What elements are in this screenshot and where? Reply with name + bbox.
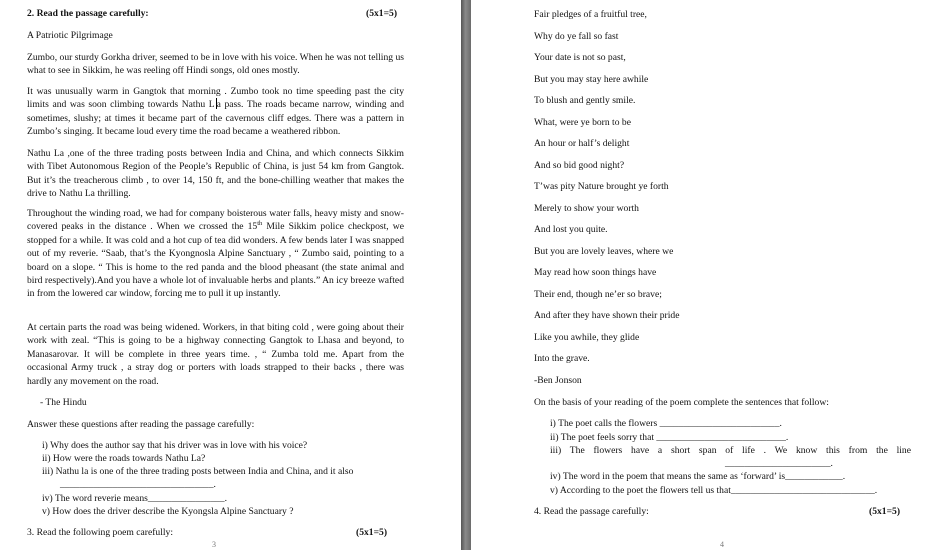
- poem-line: An hour or half’s delight: [534, 138, 630, 149]
- passage-paragraph: Zumbo, our sturdy Gorkha driver, seemed to be in love with his voice. When he was not telling us what to see in Sikkim, he was reeling off Hindi songs, old ones mostly.: [27, 52, 404, 77]
- page-right: [471, 0, 952, 550]
- poem-line: Into the grave.: [534, 353, 590, 364]
- question-2-marks: (5x1=5): [366, 8, 398, 19]
- poem-line: Fair pledges of a fruitful tree,: [534, 9, 647, 20]
- poem-line: T’was pity Nature brought ye forth: [534, 181, 669, 192]
- superscript: th: [257, 220, 263, 228]
- sentence-item: ii) The poet feels sorry that ___________________________.: [550, 432, 789, 443]
- answer-blank: ________________________________.: [60, 479, 216, 490]
- paragraph-text: Mile Sikkim police checkpost, we stopped for a while. It was cold and a hot cup of tea did wonders. A few bends later I was snapped out of my reverie. “Saab, that’s the Kyongnosla Alpine Sanctuary , “ Zumbo said, pointing to a board on a slope. “ This is home to the red panda and the blood pheasant (the state animal and bird respectively).And you have a whole lot of invaluable herbs and plants.” An icy breeze wafted in from the lowered car window, forcing me to pull it up instantly.: [27, 221, 404, 300]
- poem-line: Why do ye fall so fast: [534, 30, 619, 42]
- question-3-marks: (5x1=5): [356, 527, 388, 538]
- sentence-item: v) According to the poet the flowers tell us that______________________________.: [550, 485, 878, 496]
- poem-line: And after they have shown their pride: [534, 310, 680, 321]
- poem-line: May read how soon things have: [534, 267, 657, 278]
- question-item: v) How does the driver describe the Kyongsla Alpine Sanctuary ?: [42, 506, 294, 517]
- page-number: 4: [720, 540, 724, 549]
- poem-line: Like you awhile, they glide: [534, 331, 640, 343]
- question-item: ii) How were the roads towards Nathu La?: [42, 453, 206, 464]
- poem-line: Your date is not so past,: [534, 52, 626, 63]
- page-left: [0, 0, 461, 550]
- question-4-label: 4. Read the passage carefully:: [534, 506, 649, 517]
- paragraph-text: a pass. The roads became narrow, winding and sometimes, slushy; at times it became part of the cavernous cliff edges. There was a pattern in Zumbo’s singing. It became loud every time the road became a weathered ribbon.: [27, 99, 404, 138]
- page-gutter: [461, 0, 471, 550]
- passage-paragraph: Nathu La ,one of the three trading posts between India and China, and which connects Sikkim with Tibet Autonomous Region of the People’s Republic of China, is just 54 km from Gangtok. But it’s the treacherous climb , to over 14, 150 ft, and the bone-chilling weather that makes the drive to Nathu La thrilling.: [27, 148, 404, 200]
- poem-line: But you may stay here awhile: [534, 73, 649, 85]
- passage-paragraph: [27, 85, 404, 139]
- sentence-item: iii) The flowers have a short span of life . We know this from the line: [550, 445, 911, 456]
- sentence-item: iv) The word in the poem that means the same as ‘forward’ is____________.: [550, 471, 846, 482]
- page-number: 3: [212, 540, 216, 549]
- question-item: iv) The word reverie means________________.: [42, 493, 227, 504]
- passage-paragraph: At certain parts the road was being widened. Workers, in that biting cold , were going about their work with zeal. “This is going to be a highway connecting Gangtok to Lhasa and beyond, to Manasarovar. It will be complete in three years time. , “ Zumba told me. Apart from the occasional Army truck , a stray dog or porters with loads strapped to their backs , there was hardly any movement on the road.: [27, 322, 404, 387]
- passage-source: - The Hindu: [40, 397, 87, 408]
- poem-line: To blush and gently smile.: [534, 95, 636, 106]
- sentence-item: i) The poet calls the flowers _________________________.: [550, 418, 782, 429]
- paragraph-text: It was unusually warm in Gangtok that morning . Zumbo took no time speeding past the city limits and was soon climbing towards Nathu L: [27, 86, 404, 111]
- question-2-label: 2. Read the passage carefully:: [27, 8, 149, 19]
- poem-line: And lost you quite.: [534, 224, 608, 235]
- poem-line: And so bid good night?: [534, 159, 625, 171]
- passage-title: A Patriotic Pilgrimage: [27, 30, 113, 41]
- paragraph-text: Throughout the winding road, we had for company boisterous water falls, heavy misty and snow-covered peaks in the distance . When we crossed the 15: [27, 208, 404, 233]
- answer-instructions: Answer these questions after reading the passage carefully:: [27, 419, 255, 430]
- question-item: i) Why does the author say that his driver was in love with his voice?: [42, 440, 308, 451]
- answer-blank: ______________________.: [725, 458, 833, 469]
- poem-line: But you are lovely leaves, where we: [534, 245, 674, 257]
- poem-line: Merely to show your worth: [534, 202, 639, 214]
- poem-author: -Ben Jonson: [534, 375, 582, 386]
- poem-line: Their end, though ne’er so brave;: [534, 288, 662, 300]
- question-item: iii) Nathu la is one of the three trading posts between India and China, and it also: [42, 466, 354, 477]
- question-4-marks: (5x1=5): [869, 506, 901, 517]
- poem-line: What, were ye born to be: [534, 116, 631, 128]
- question-3-label: 3. Read the following poem carefully:: [27, 527, 173, 538]
- instruction-text: On the basis of your reading of the poem complete the sentences that follow:: [534, 397, 829, 408]
- passage-paragraph: [27, 207, 404, 301]
